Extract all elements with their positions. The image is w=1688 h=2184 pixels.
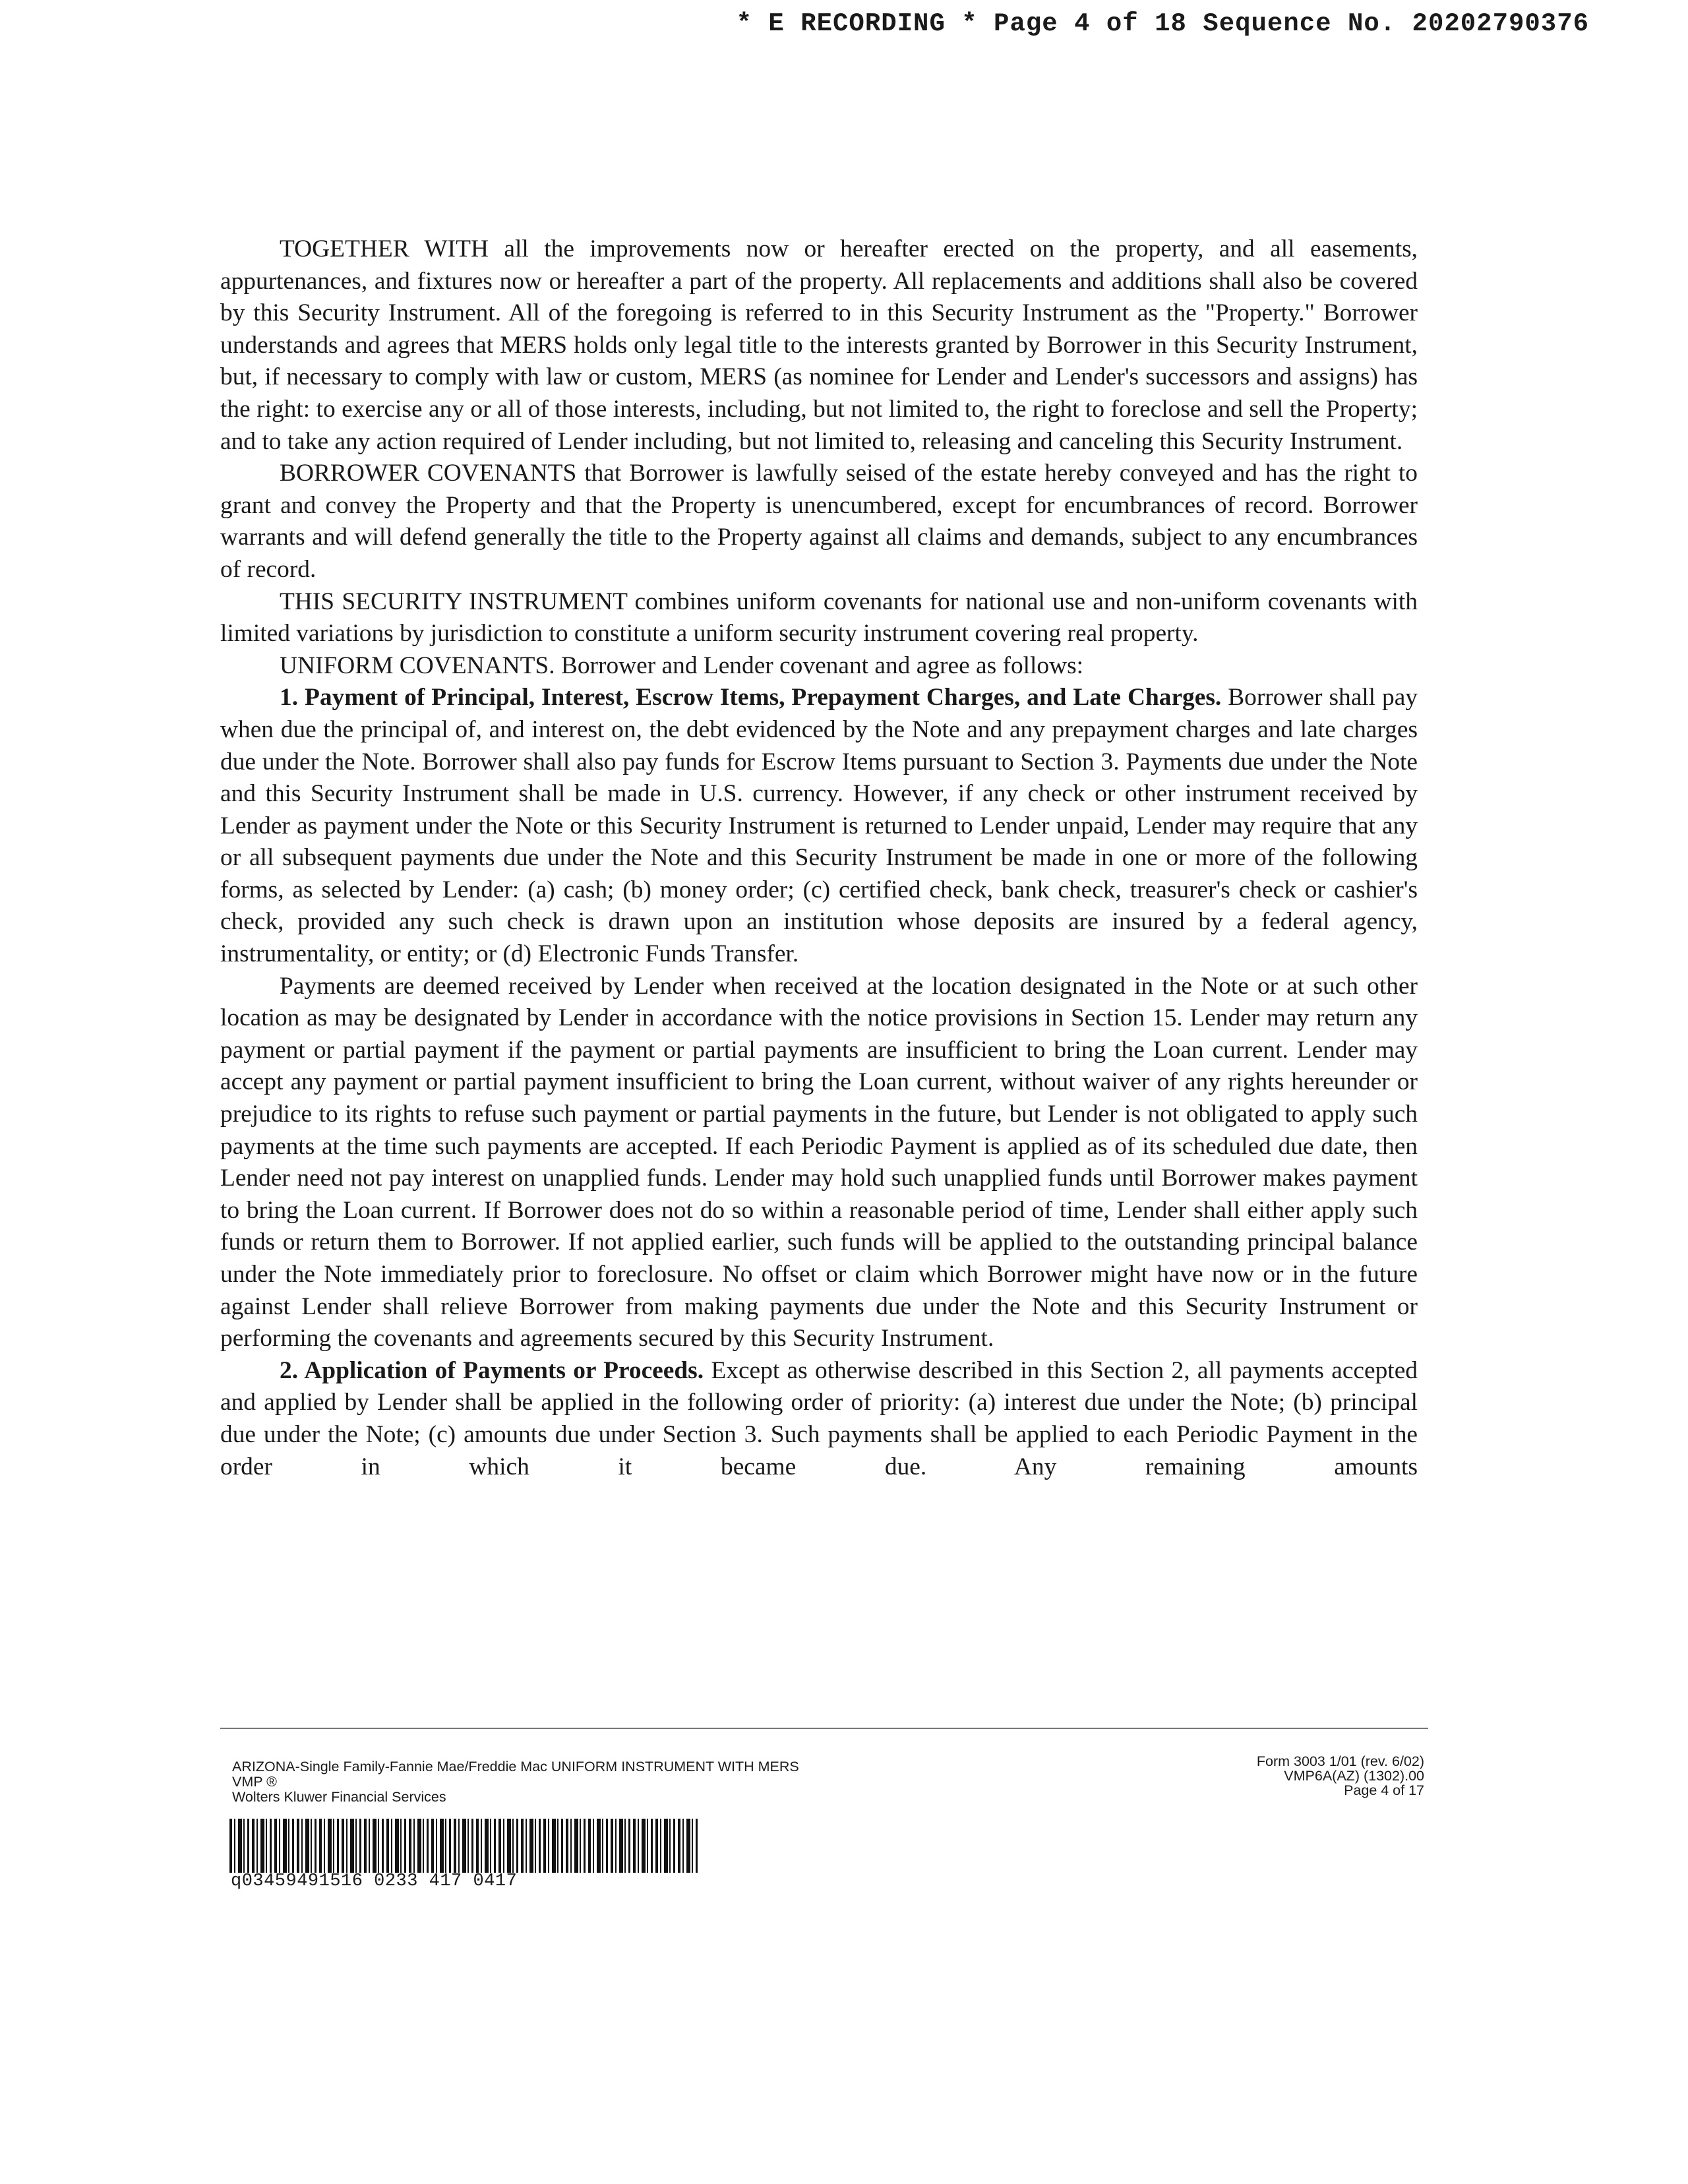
paragraph-together-with: TOGETHER WITH all the improvements now or hereafter erected on the property, and all easements, appurtenances, and fixtures now or hereafter a part of the property. All replacements and additions shall also be covered by this Security Instrument. All of the foregoing is referred to in this Security Instrument as the "Property." Borrower understands and agrees that MERS holds only legal title to the interests granted by Borrower in this Security Instrument, but, if necessary to comply with law or custom, MERS (as nominee for Lender and Lender's successors and assigns) has the right: to exercise any or all of those interests, including, but not limited to, the right to foreclose and sell the Property; and to take any action required of Lender including, but not limited to, releasing and canceling this Security Instrument.	[220, 235, 1418, 455]
footer-divider	[220, 1728, 1428, 1729]
barcode-number: q03459491516 0233 417 0417	[231, 1871, 518, 1891]
footer-publisher: Wolters Kluwer Financial Services	[232, 1789, 446, 1805]
footer-right-block	[1257, 1754, 1424, 1798]
section-1-paragraph-2: Payments are deemed received by Lender when received at the location designated in the Note or at such other location as may be designated by Lender in accordance with the notice provisions in Section 15. Lender may return any payment or partial payment if the payment or partial payments are insufficient to bring the Loan current. Lender may accept any payment or partial payment insufficient to bring the Loan current, without waiver of any rights hereunder or prejudice to its rights to refuse such payment or partial payments in the future, but Lender is not obligated to apply such payments at the time such payments are accepted. If each Periodic Payment is applied as of its scheduled due date, then Lender need not pay interest on unapplied funds. Lender may hold such unapplied funds until Borrower makes payment to bring the Loan current. If Borrower does not do so within a reasonable period of time, Lender shall either apply such funds or return them to Borrower. If not applied earlier, such funds will be applied to the outstanding principal balance under the Note immediately prior to foreclosure. No offset or claim which Borrower might have now or in the future against Lender shall relieve Borrower from making payments due under the Note and this Security Instrument or performing the covenants and agreements secured by this Security Instrument.	[220, 972, 1418, 1352]
paragraph-security-instrument: THIS SECURITY INSTRUMENT combines uniform covenants for national use and non-uniform covenants with limited variations by jurisdiction to constitute a uniform security instrument covering real property.	[220, 588, 1418, 648]
paragraph-borrower-covenants: BORROWER COVENANTS that Borrower is lawfully seised of the estate hereby conveyed and has the right to grant and convey the Property and that the Property is unencumbered, except for encumbrances of record. Borrower warrants and will defend generally the title to the Property against all claims and demands, subject to any encumbrances of record.	[220, 460, 1418, 583]
section-2-heading: 2. Application of Payments or Proceeds.	[280, 1356, 704, 1384]
footer-form-title: ARIZONA-Single Family-Fannie Mae/Freddie Mac UNIFORM INSTRUMENT WITH MERS	[232, 1759, 799, 1774]
recording-header: * E RECORDING * Page 4 of 18 Sequence No. 20202790376	[736, 9, 1589, 38]
section-1-paragraph	[220, 682, 1418, 970]
section-2-paragraph	[220, 1355, 1418, 1483]
document-body	[220, 233, 1418, 1483]
footer-left-block	[232, 1759, 799, 1805]
footer-form-number: Form 3003 1/01 (rev. 6/02)	[1256, 1753, 1424, 1769]
footer-vmp: VMP ®	[232, 1774, 278, 1790]
footer-form-code: VMP6A(AZ) (1302).00	[1284, 1768, 1424, 1784]
section-2-text: Except as otherwise described in this Section 2, all payments accepted and applied by Lender shall be applied in the following order of priority: (a) interest due under the Note; (b) principal due under the Note; (c) amounts due under Section 3. Such payments shall be applied to each Periodic Payment in the order in which it became due. Any remaining amounts	[220, 1356, 1418, 1480]
section-1-text: Borrower shall pay when due the principal of, and interest on, the debt evidenced by the Note and any prepayment charges and late charges due under the Note. Borrower shall also pay funds for Escrow Items pursuant to Section 3. Payments due under the Note and this Security Instrument shall be made in U.S. currency. However, if any check or other instrument received by Lender as payment under the Note or this Security Instrument is returned to Lender unpaid, Lender may require that any or all subsequent payments due under the Note and this Security Instrument be made in one or more of the following forms, as selected by Lender: (a) cash; (b) money order; (c) certified check, bank check, treasurer's check or cashier's check, provided any such check is drawn upon an institution whose deposits are insured by a federal agency, instrumentality, or entity; or (d) Electronic Funds Transfer.	[220, 684, 1418, 968]
paragraph-uniform-covenants: UNIFORM COVENANTS. Borrower and Lender covenant and agree as follows:	[280, 652, 1084, 679]
barcode-image	[229, 1819, 698, 1873]
section-1-heading: 1. Payment of Principal, Interest, Escrow Items, Prepayment Charges, and Late Charges.	[280, 684, 1222, 712]
footer-page-number: Page 4 of 17	[1344, 1782, 1424, 1798]
